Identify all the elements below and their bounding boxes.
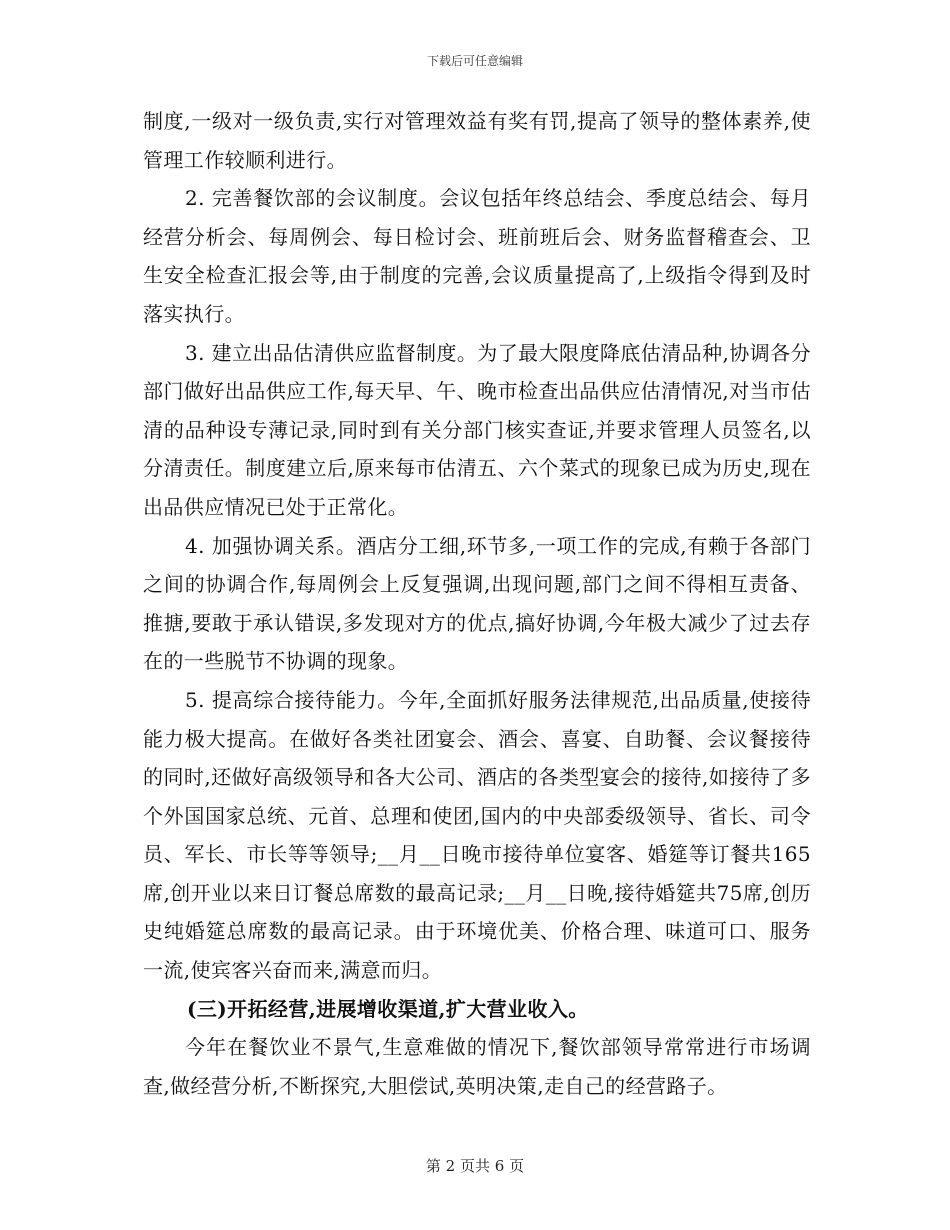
paragraph-closing: 今年在餐饮业不景气,生意难做的情况下,餐饮部领导常常进行市场调查,做经营分析,不断探究,大胆偿试,英明决策,走自己的经营路子。 [143, 1035, 811, 1098]
document-body [143, 102, 811, 1105]
page-header: 下载后可任意编辑 [426, 54, 523, 68]
paragraph-item-4: 4. 加强协调关系。酒店分工细,环节多,一项工作的完成,有赖于各部门之间的协调合作,每周例会上反复强调,出现问题,部门之间不得相互责备、推搪,要敢于承认错误,多发现对方的优点,搞好协调,今年极大减少了过去存在的一些脱节不协调的现象。 [143, 533, 811, 674]
paragraph-continued: 制度,一级对一级负责,实行对管理效益有奖有罚,提高了领导的整体素养,使管理工作较顺利进行。 [143, 109, 811, 172]
page-footer: 第 2 页共 6 页 [425, 1157, 525, 1175]
section-heading: (三)开拓经营,进展增收渠道,扩大营业收入。 [187, 996, 589, 1021]
paragraph-item-3: 3. 建立出品估清供应监督制度。为了最大限度降底估清品种,协调各分部门做好出品供应工作,每天早、午、晚市检查出品供应估清情况,对当市估清的品种设专薄记录,同时到有关分部门核实查证,并要求管理人员签名,以分清责任。制度建立后,原来每市估清五、六个菜式的现象已成为历史,现在出品供应情况已处于正常化。 [143, 340, 811, 519]
paragraph-item-2: 2. 完善餐饮部的会议制度。会议包括年终总结会、季度总结会、每月经营分析会、每周例会、每日检讨会、班前班后会、财务监督稽查会、卫生安全检查汇报会等,由于制度的完善,会议质量提高了,上级指令得到及时落实执行。 [143, 186, 811, 326]
paragraph-item-5: 5. 提高综合接待能力。今年,全面抓好服务法律规范,出品质量,使接待能力极大提高。在做好各类社团宴会、酒会、喜宴、自助餐、会议餐接待的同时,还做好高级领导和各大公司、酒店的各类型宴会的接待,如接待了多个外国国家总统、元首、总理和使团,国内的中央部委级领导、省长、司令员、军长、市长等等领导;__月__日晚市接待单位宴客、婚筵等订餐共165席,创开业以来日订餐总席数的最高记录;__月__日晚,接待婚筵共75席,创历史纯婚筵总席数的最高记录。由于环境优美、价格合理、味道可口、服务一流,使宾客兴奋而来,满意而归。 [143, 687, 811, 983]
